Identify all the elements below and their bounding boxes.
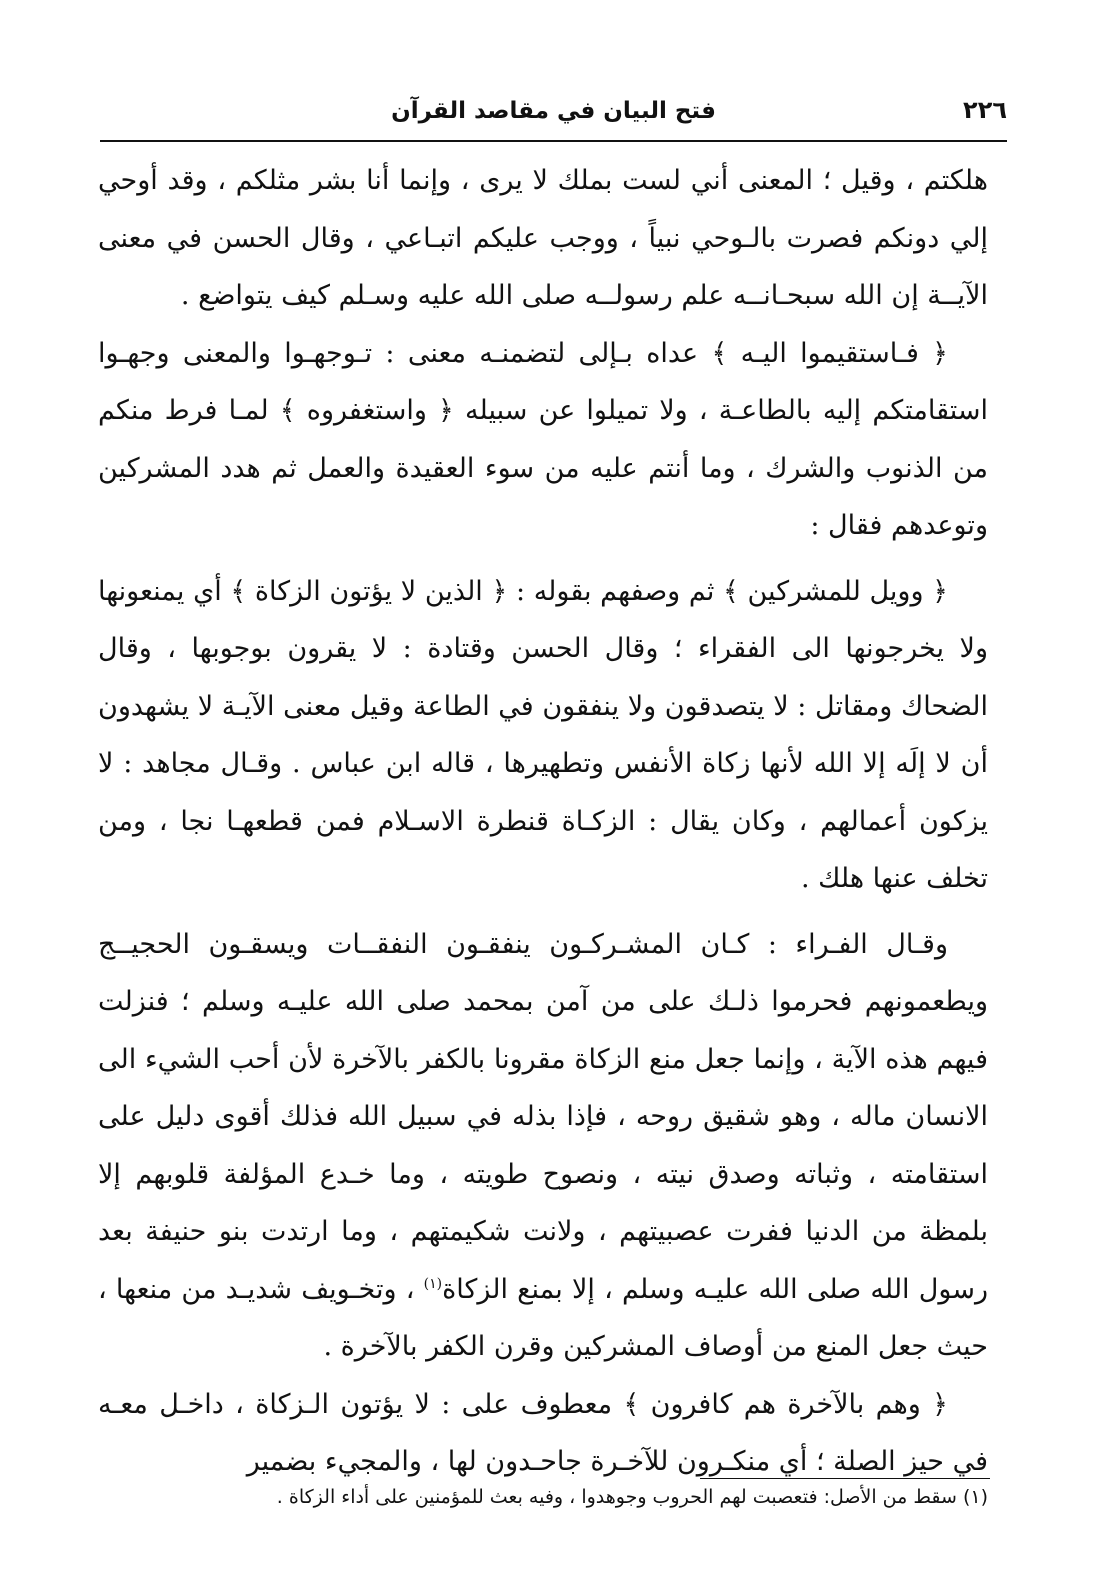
paragraph-1: هلكتم ، وقيل ؛ المعنى أني لست بملك لا يرى ، وإنما أنا بشر مثلكم ، وقد أوحي إلي دونكم فصرت بالـوحي نبياً ، ووجب عليكم اتبـاعي ، وقال الحسن في معنى الآيــة إن الله سبحـانــه علم رسولــه صلى الله عليه وسـلم كيف يتواضع .	[98, 165, 988, 311]
paragraph-2: ﴿ فـاستقيموا اليـه ﴾ عداه بـإلى لتضمنـه معنى : تـوجهـوا والمعنى وجهـوا استقامتكم إليه بالطاعـة ، ولا تميلوا عن سبيله ﴿ واستغفروه ﴾ لمـا فرط منكم من الذنوب والشرك ، وما أنتم عليه من سوء العقيدة والعمل ثم هدد المشركين وتوعدهم فقال :	[98, 337, 988, 541]
body-text	[98, 152, 988, 1491]
footnote-divider	[700, 1478, 990, 1479]
footnote: (١) سقط من الأصل: فتعصبت لهم الحروب وجوهدوا ، وفيه بعث للمؤمنين على أداء الزكاة .	[276, 1486, 988, 1508]
running-title: فتح البيان في مقاصد القرآن	[391, 98, 716, 124]
paragraph-5: ﴿ وهم بالآخرة هم كافرون ﴾ معطوف على : لا يؤتون الـزكاة ، داخـل معـه في حيز الصلة ؛ أي منكـرون للآخـرة جاحـدون لها ، والمجيء بضمير	[98, 1388, 988, 1477]
paragraph-4-text-before-ref: وقـال الفـراء : كـان المشـركـون ينفقـون النفقــات ويسقـون الحجيــج ويطعمونهم فحرموا ذلـك على من آمن بمحمد صلى الله عليـه وسلم ؛ فنزلت فيهم هذه الآية ، وإنما جعل منع الزكاة مقرونا بالكفر بالآخرة لأن أحب الشيء الى الانسان ماله ، وهو شقيق روحه ، فإذا بذله في سبيل الله فذلك أقوى دليل على استقامته ، وثباته وصدق نيته ، ونصوح طويته ، وما خـدع المؤلفة قلوبهم إلا بلمظة من الدنيا ففرت عصبيتهم ، ولانت شكيمتهم ، وما ارتدت بنو حنيفة بعد رسول الله صلى الله عليـه وسلم ، إلا بمنع الزكاة	[98, 928, 988, 1305]
paragraph-4-text-after-ref: ، وتخـويف شديـد من منعها ، حيث جعل المنع من أوصاف المشركين وقرن الكفر بالآخرة .	[98, 1273, 988, 1362]
paragraph-4	[98, 916, 988, 1376]
footnote-reference: (١)	[423, 1275, 443, 1292]
page-number: ٢٢٦	[963, 96, 1007, 124]
page-header	[100, 96, 1007, 142]
paragraph-3: ﴿ وويل للمشركين ﴾ ثم وصفهم بقوله : ﴿ الذين لا يؤتون الزكاة ﴾ أي يمنعونها ولا يخرجونها الى الفقراء ؛ وقال الحسن وقتادة : لا يقرون بوجوبها ، وقال الضحاك ومقاتل : لا يتصدقون ولا ينفقون في الطاعة وقيل معنى الآيـة لا يشهدون أن لا إلَه إلا الله لأنها زكاة الأنفس وتطهيرها ، قاله ابن عباس . وقـال مجاهد : لا يزكون أعمالهم ، وكان يقال : الزكـاة قنطرة الاسـلام فمن قطعهـا نجا ، ومن تخلف عنها هلك .	[98, 575, 988, 894]
